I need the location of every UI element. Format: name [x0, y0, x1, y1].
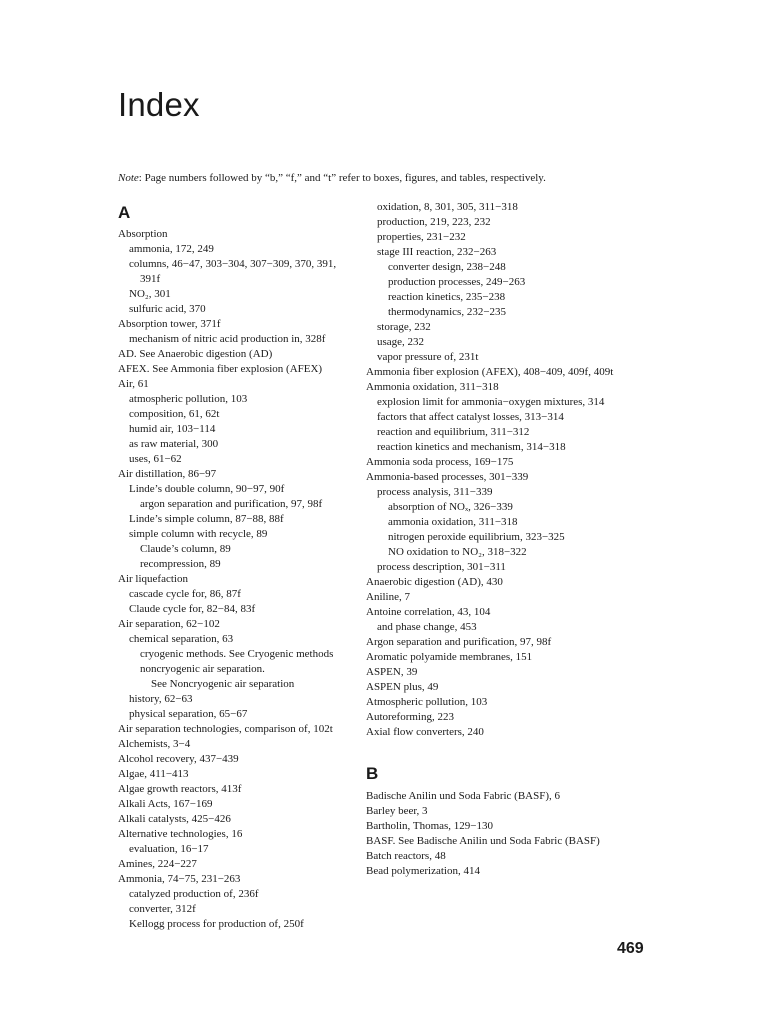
index-subentry: composition, 61, 62t [129, 408, 220, 420]
index-subentry: Linde’s simple column, 87−88, 88f [129, 513, 284, 525]
index-subentry: Linde’s double column, 90−97, 90f [129, 483, 285, 495]
index-subentry: explosion limit for ammonia−oxygen mixtures, 314 [377, 396, 605, 408]
index-note [118, 171, 678, 185]
index-subentry: evaluation, 16−17 [129, 843, 209, 855]
index-entry: Autoreforming, 223 [366, 711, 454, 723]
index-entry: Alternative technologies, 16 [118, 828, 243, 840]
section-letter: A [118, 203, 131, 222]
index-entry: Barley beer, 3 [366, 805, 428, 817]
index-subentry: process description, 301−311 [377, 561, 506, 573]
index-subentry: reaction and equilibrium, 311−312 [377, 426, 530, 438]
index-subentry: and phase change, 453 [377, 621, 477, 633]
index-subentry: ammonia oxidation, 311−318 [388, 516, 518, 528]
index-entry: Alkali catalysts, 425−426 [118, 813, 231, 825]
index-entry: AFEX. See Ammonia fiber explosion (AFEX) [118, 363, 323, 375]
index-subentry: NO oxidation to NO₂, 318−322 [388, 546, 527, 558]
index-subentry: NO₂, 301 [129, 288, 171, 300]
index-entry: Air separation, 62−102 [118, 618, 220, 630]
index-subentry: ammonia, 172, 249 [129, 243, 214, 255]
index-entry: ASPEN plus, 49 [366, 681, 439, 693]
index-entry: Alcohol recovery, 437−439 [118, 753, 239, 765]
index-entry: Air separation technologies, comparison of, 102t [118, 723, 333, 735]
index-subentry: mechanism of nitric acid production in, 328f [129, 333, 326, 345]
index-entry: ASPEN, 39 [366, 666, 418, 678]
index-subentry: process analysis, 311−339 [377, 486, 493, 498]
index-entry: Axial flow converters, 240 [366, 726, 484, 738]
index-entry: Anaerobic digestion (AD), 430 [366, 576, 503, 588]
note-label: Note [118, 172, 139, 184]
index-subentry: recompression, 89 [140, 558, 221, 570]
index-subentry: See Noncryogenic air separation [151, 678, 295, 690]
index-subentry: Claude’s column, 89 [140, 543, 231, 555]
page-title: Index [118, 86, 200, 123]
index-subentry: converter design, 238−248 [388, 261, 506, 273]
index-entry: Ammonia fiber explosion (AFEX), 408−409, 409f, 409t [366, 366, 614, 378]
index-subentry: cascade cycle for, 86, 87f [129, 588, 241, 600]
index-subentry: chemical separation, 63 [129, 633, 234, 645]
index-entry: Bartholin, Thomas, 129−130 [366, 820, 493, 832]
index-entry: Algae growth reactors, 413f [118, 783, 242, 795]
index-entry: Ammonia soda process, 169−175 [366, 456, 514, 468]
index-subentry: reaction kinetics, 235−238 [388, 291, 506, 303]
note-text: : Page numbers followed by “b,” “f,” and “t” refer to boxes, figures, and tables, respectively. [138, 172, 546, 184]
index-entry: Badische Anilin und Soda Fabric (BASF), 6 [366, 790, 561, 802]
index-subentry: reaction kinetics and mechanism, 314−318 [377, 441, 566, 453]
index-column-left [118, 200, 354, 932]
index-subentry: uses, 61−62 [129, 453, 182, 465]
index-subentry: catalyzed production of, 236f [129, 888, 259, 900]
index-entry: Absorption tower, 371f [118, 318, 221, 330]
index-subentry: Kellogg process for production of, 250f [129, 918, 304, 930]
index-subentry: noncryogenic air separation. [140, 663, 265, 675]
index-entry: Argon separation and purification, 97, 98f [366, 636, 552, 648]
section-letter: B [366, 764, 379, 783]
index-entry: Antoine correlation, 43, 104 [366, 606, 491, 618]
index-subentry: cryogenic methods. See Cryogenic methods [140, 648, 334, 660]
index-subentry: stage III reaction, 232−263 [377, 246, 497, 258]
index-subentry: Claude cycle for, 82−84, 83f [129, 603, 256, 615]
index-entry: AD. See Anaerobic digestion (AD) [118, 348, 273, 360]
index-subentry: absorption of NOₓ, 326−339 [388, 501, 513, 513]
index-entry: Absorption [118, 228, 168, 240]
index-subentry: atmospheric pollution, 103 [129, 393, 248, 405]
index-entry: BASF. See Badische Anilin und Soda Fabric (BASF) [366, 835, 600, 847]
index-subentry: storage, 232 [377, 321, 431, 333]
index-entry: Air, 61 [118, 378, 149, 390]
index-subentry: production processes, 249−263 [388, 276, 526, 288]
index-subentry: oxidation, 8, 301, 305, 311−318 [377, 201, 518, 213]
index-entry: Alchemists, 3−4 [118, 738, 191, 750]
index-subentry: as raw material, 300 [129, 438, 219, 450]
index-entry: Amines, 224−227 [118, 858, 197, 870]
index-subentry: properties, 231−232 [377, 231, 466, 243]
index-entry: Bead polymerization, 414 [366, 865, 480, 877]
index-subentry: simple column with recycle, 89 [129, 528, 268, 540]
index-entry: Aniline, 7 [366, 591, 410, 603]
index-subentry: nitrogen peroxide equilibrium, 323−325 [388, 531, 565, 543]
index-subentry: columns, 46−47, 303−304, 307−309, 370, 391, 391f [129, 258, 337, 285]
index-entry: Atmospheric pollution, 103 [366, 696, 488, 708]
index-subentry: vapor pressure of, 231t [377, 351, 479, 363]
index-column-right [366, 200, 656, 879]
index-entry: Algae, 411−413 [118, 768, 189, 780]
index-subentry: production, 219, 223, 232 [377, 216, 491, 228]
index-entry: Ammonia-based processes, 301−339 [366, 471, 529, 483]
index-subentry: usage, 232 [377, 336, 425, 348]
index-subentry: physical separation, 65−67 [129, 708, 248, 720]
index-entry: Aromatic polyamide membranes, 151 [366, 651, 533, 663]
index-subentry: argon separation and purification, 97, 98f [140, 498, 323, 510]
index-entry: Ammonia oxidation, 311−318 [366, 381, 499, 393]
index-entry: Air distillation, 86−97 [118, 468, 217, 480]
index-subentry: humid air, 103−114 [129, 423, 216, 435]
index-subentry: sulfuric acid, 370 [129, 303, 206, 315]
index-entry: Air liquefaction [118, 573, 188, 585]
index-entry: Ammonia, 74−75, 231−263 [118, 873, 241, 885]
page-number: 469 [617, 940, 644, 957]
index-subentry: factors that affect catalyst losses, 313−314 [377, 411, 564, 423]
index-subentry: history, 62−63 [129, 693, 193, 705]
index-subentry: thermodynamics, 232−235 [388, 306, 507, 318]
index-entry: Alkali Acts, 167−169 [118, 798, 213, 810]
index-entry: Batch reactors, 48 [366, 850, 446, 862]
index-subentry: converter, 312f [129, 903, 196, 915]
